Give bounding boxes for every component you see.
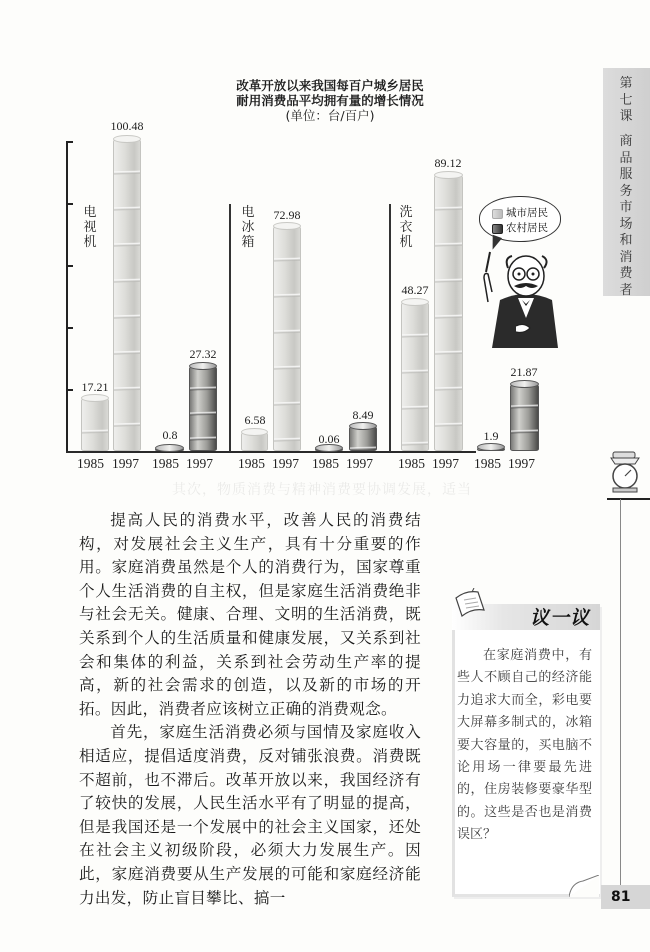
bar-fridge-rural-1985 — [315, 447, 343, 451]
group-label-tv: 电视机 — [83, 205, 97, 250]
year-label: 1985 — [152, 456, 179, 471]
bar-tv-rural-1997 — [189, 365, 217, 451]
chart-unit: (单位：台/百户) — [285, 108, 375, 123]
y-tick — [66, 141, 73, 143]
group-label-washer: 洗衣机 — [399, 205, 413, 250]
bar-washer-rural-1997 — [510, 383, 539, 451]
y-axis — [66, 141, 68, 452]
value-label: 1.9 — [483, 429, 499, 443]
body-text — [79, 509, 421, 910]
year-label: 1985 — [77, 456, 104, 471]
bar-tv-urban-1997 — [113, 138, 141, 451]
value-label: 0.06 — [318, 432, 340, 446]
legend-label-urban: 城市居民 — [506, 207, 548, 219]
page-fold-icon — [569, 875, 599, 897]
professor-cartoon-icon — [478, 248, 570, 348]
bar-fridge-urban-1997 — [273, 225, 301, 451]
value-label: 0.8 — [162, 428, 178, 442]
year-label: 1985 — [312, 456, 339, 471]
discussion-paragraph: 在家庭消费中，有些人不顾自己的经济能力追求大而全，彩电要大屏幕多制式的，冰箱要大容量的，买电脑不论用场一律要最先进的，住房装修要豪华型的。这些是否也是消费误区？ — [457, 648, 592, 843]
bar-tv-urban-1985 — [81, 397, 109, 451]
year-label: 1997 — [508, 456, 535, 471]
discussion-title: 议一议 — [530, 607, 591, 629]
legend-swatch-urban — [492, 209, 503, 219]
y-tick — [66, 327, 73, 329]
value-label: 17.21 — [81, 380, 109, 394]
lesson-number: 第七课 — [619, 76, 633, 124]
chart-title-line2: 耐用消费品平均拥有量的增长情况 — [236, 93, 424, 108]
value-label: 8.49 — [352, 408, 374, 422]
paragraph-2: 首先，家庭生活消费必须与国情及家庭收入相适应，提倡适度消费，反对铺张浪费。消费既不超前，也不滞后。改革开放以来，我国经济有了较快的发展，人民生活水平有了明显的提高，但是我国还是一个发展中的社会主义国家，还处在社会主义初级阶段，必须大力发展生产。因此，家庭消费要从生产发展的可能和家庭经济能力出发，防止盲目攀比、搞一 — [79, 723, 421, 907]
page-number: 81 — [601, 885, 650, 909]
lesson-topic: 商品服务市场和消费者 — [619, 134, 633, 298]
year-label: 1985 — [238, 456, 265, 471]
chapter-side-tab — [603, 68, 650, 296]
value-label: 6.58 — [244, 413, 266, 427]
paragraph-1: 提高人民的消费水平，改善人民的消费结构，对发展社会主义生产，具有十分重要的作用。家庭消费虽然是个人的消费行为，国家尊重个人生活消费的自主权，但是家庭生活消费绝非与社会无关。健康、合理、文明的生活消费，既关系到个人的生活质量和健康发展，又关系到社会和集体的利益，关系到社会劳动生产率的提高，新的社会需求的创造，以及新的市场的开拓。因此，消费者应该树立正确的消费观念。 — [79, 511, 421, 718]
bar-washer-urban-1997 — [434, 174, 463, 451]
year-label: 1997 — [186, 456, 213, 471]
value-label: 21.87 — [510, 365, 538, 379]
bar-fridge-urban-1985 — [241, 431, 268, 451]
value-label: 89.12 — [434, 156, 462, 170]
value-label: 48.27 — [401, 283, 429, 297]
y-tick — [66, 203, 73, 205]
group-divider — [389, 204, 391, 452]
bar-washer-rural-1985 — [477, 446, 505, 451]
legend-item-rural — [492, 222, 548, 235]
legend-label-rural: 农村居民 — [506, 222, 548, 234]
x-axis — [66, 451, 476, 453]
group-label-fridge: 电冰箱 — [241, 205, 255, 250]
legend-item-urban — [492, 207, 548, 220]
bar-tv-rural-1985 — [155, 447, 184, 451]
bar-fridge-rural-1997 — [349, 425, 377, 451]
value-label: 27.32 — [189, 347, 217, 361]
year-label: 1997 — [432, 456, 459, 471]
year-label: 1985 — [398, 456, 425, 471]
value-label: 72.98 — [273, 208, 301, 222]
side-divider — [607, 498, 650, 500]
kitchen-scale-icon — [607, 448, 643, 494]
year-label: 1985 — [474, 456, 501, 471]
year-label: 1997 — [346, 456, 373, 471]
paper-note-icon — [452, 588, 488, 618]
bar-washer-urban-1985 — [401, 301, 429, 451]
discussion-text — [457, 645, 592, 847]
bleed-through-text: 其次，物质消费与精神消费要协调发展，适当 — [172, 482, 472, 498]
chart-title-line1: 改革开放以来我国每百户城乡居民 — [236, 78, 424, 93]
legend-swatch-rural — [492, 224, 503, 234]
year-label: 1997 — [112, 456, 139, 471]
y-tick — [66, 265, 73, 267]
side-margin-line — [620, 499, 621, 899]
year-label: 1997 — [272, 456, 299, 471]
value-label: 100.48 — [110, 119, 144, 133]
